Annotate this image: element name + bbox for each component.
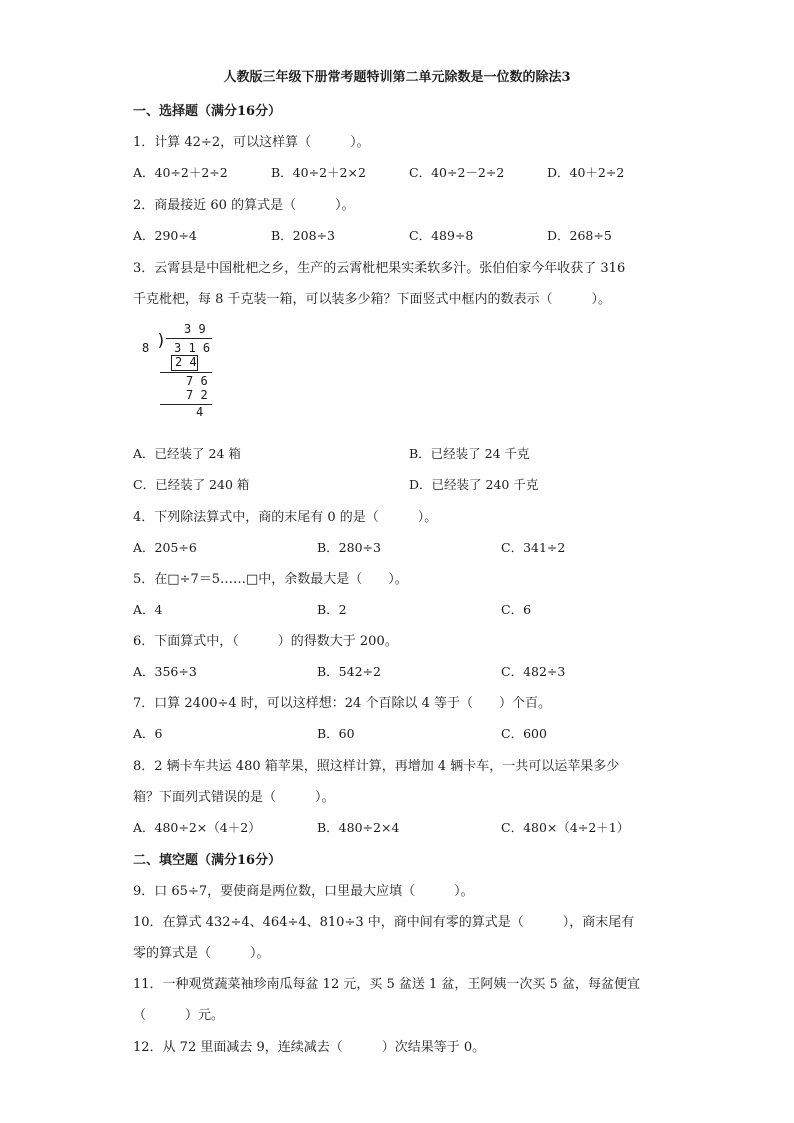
question-3-stem-line-1: 3．云霄县是中国枇杷之乡，生产的云霄枇杷果实柔软多汁。张伯伯家今年收获了 316 xyxy=(133,261,626,276)
question-6-option-c[interactable]: C．482÷3 xyxy=(501,664,566,679)
question-5-option-c[interactable]: C．6 xyxy=(501,602,532,617)
question-11-line-1: 11．一种观赏蔬菜袖珍南瓜每盆 12 元，买 5 盆送 1 盆，王阿姨一次买 5 盆，每盆便宜 xyxy=(133,977,640,992)
question-2-option-a[interactable]: A．290÷4 xyxy=(133,228,197,243)
question-4-option-c[interactable]: C．341÷2 xyxy=(501,540,566,555)
section-fill-heading: 二、填空题（满分16分） xyxy=(133,853,282,868)
question-2-option-b[interactable]: B．208÷3 xyxy=(271,228,335,243)
question-12: 12．从 72 里面减去 9，连续减去（ ）次结果等于 0。 xyxy=(133,1040,486,1055)
question-8-stem-line-2: 箱？下面列式错误的是（ ）。 xyxy=(133,790,335,805)
question-3-stem-line-2: 千克枇杷，每 8 千克装一箱，可以装多少箱？下面竖式中框内的数表示（ ）。 xyxy=(133,292,612,307)
question-1-stem: 1．计算 42÷2，可以这样算（ ）。 xyxy=(133,135,370,150)
question-10-line-2: 零的算式是（ ）。 xyxy=(133,946,270,961)
question-8-stem-line-1: 8．2 辆卡车共运 480 箱苹果，照这样计算，再增加 4 辆卡车，一共可以运苹果多少 xyxy=(133,759,620,774)
question-3-option-d[interactable]: D．已经装了 240 千克 xyxy=(409,477,539,492)
question-5-option-b[interactable]: B．2 xyxy=(317,602,347,617)
question-9: 9．口 65÷7，要使商是两位数，口里最大应填（ ）。 xyxy=(133,884,474,899)
question-6-option-a[interactable]: A．356÷3 xyxy=(133,664,197,679)
question-7-option-c[interactable]: C．600 xyxy=(501,726,547,741)
division-bracket: ) xyxy=(156,331,167,351)
question-1-option-d[interactable]: D．40＋2÷2 xyxy=(547,165,625,180)
question-5-option-a[interactable]: A．4 xyxy=(133,602,163,617)
question-4-option-a[interactable]: A．205÷6 xyxy=(133,540,197,555)
question-4-option-b[interactable]: B．280÷3 xyxy=(317,540,381,555)
question-2-option-d[interactable]: D．268÷5 xyxy=(547,228,612,243)
question-6-option-b[interactable]: B．542÷2 xyxy=(317,664,381,679)
question-4-stem: 4．下列除法算式中，商的末尾有 0 的是（ ）。 xyxy=(133,510,438,525)
question-1-option-b[interactable]: B．40÷2＋2×2 xyxy=(271,165,366,180)
question-10-line-1: 10．在算式 432÷4、464÷4、810÷3 中，商中间有零的算式是（ ），商末尾有 xyxy=(133,915,635,930)
question-7-option-a[interactable]: A．6 xyxy=(133,726,163,741)
long-division-remainder: 4 xyxy=(196,405,204,419)
question-1-option-c[interactable]: C．40÷2－2÷2 xyxy=(409,165,505,180)
question-7-option-b[interactable]: B．60 xyxy=(317,726,355,741)
question-11-line-2: （ ）元。 xyxy=(133,1008,225,1023)
question-5-stem: 5．在□÷7＝5……□中，余数最大是（ ）。 xyxy=(133,572,408,587)
question-8-option-c[interactable]: C．480×（4÷2＋1） xyxy=(501,820,630,835)
long-division-dividend: 3 1 6 xyxy=(174,341,211,355)
section-choice-heading: 一、选择题（满分16分） xyxy=(133,104,282,119)
long-division-figure xyxy=(140,318,220,423)
question-2-stem: 2．商最接近 60 的算式是（ ）。 xyxy=(133,198,355,213)
long-division-divisor: 8 xyxy=(142,341,150,355)
long-division-step-1: 2 4 xyxy=(175,355,197,369)
question-2-option-c[interactable]: C．489÷8 xyxy=(409,228,474,243)
question-8-option-b[interactable]: B．480÷2×4 xyxy=(317,820,400,835)
long-division-step-3: 7 2 xyxy=(186,388,208,402)
question-3-option-a[interactable]: A．已经装了 24 箱 xyxy=(133,446,241,461)
question-7-stem: 7．口算 2400÷4 时，可以这样想：24 个百除以 4 等于（ ）个百。 xyxy=(133,696,551,711)
question-3-option-b[interactable]: B．已经装了 24 千克 xyxy=(409,446,530,461)
question-3-option-c[interactable]: C．已经装了 240 箱 xyxy=(133,477,250,492)
question-6-stem: 6．下面算式中，（ ）的得数大于 200。 xyxy=(133,634,398,649)
long-division-quotient: 3 9 xyxy=(184,322,206,336)
division-bar xyxy=(166,338,212,339)
question-1-option-a[interactable]: A．40÷2＋2÷2 xyxy=(133,165,228,180)
subtraction-line-2 xyxy=(160,404,212,405)
page-title: 人教版三年级下册常考题特训第二单元除数是一位数的除法3 xyxy=(223,70,571,85)
question-8-option-a[interactable]: A．480÷2×（4＋2） xyxy=(133,820,261,835)
long-division-step-2: 7 6 xyxy=(186,374,208,388)
subtraction-line-1 xyxy=(160,372,212,373)
